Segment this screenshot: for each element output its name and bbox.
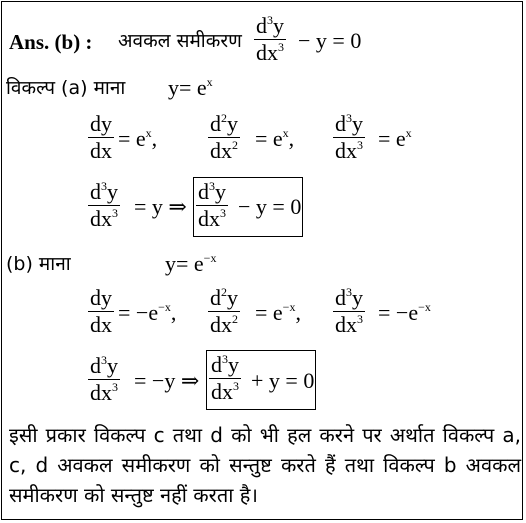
third-derivative-b: = $-e^{-x}$ [378,300,431,325]
boxed-rest-b: + y = 0 [251,368,315,393]
option-a-label: विकल्प (a) माना [6,77,126,99]
first-derivative-a: = $e^x$, [118,126,158,151]
option-a-assumption: $y= e^x$ [168,75,213,100]
conclusion-paragraph: इसी प्रकार विकल्प c तथा d को भी हल करने पर अर्थात विकल्प a, c, d अवकल समीकरण को सन्तुष्ट करते हैं तथा विकल्प b अवकल समीकरण को सन्तुष्ट नहीं करता है। [9,423,521,507]
second-derivative-b: = $e^{-x}$, [255,300,301,325]
fraction-d3y-dx3: $d^3y$ $dx^3$ [198,179,226,231]
fraction-d3y-dx3: $d^3y$ $dx^3$ [90,179,118,231]
implication-b: = −y ⇒ [134,368,200,393]
option-b-assumption: $y= e^{-x}$ [165,251,217,276]
answer-description: अवकल समीकरण [118,30,242,52]
boxed-rest-a: − y = 0 [238,194,302,219]
implication-a: = y ⇒ [134,194,187,219]
second-derivative-a: = $e^x$, [255,126,295,151]
fraction-d3y-dx3: $d^3y$ $dx^3$ [211,352,239,404]
equation-rest: − y = 0 [298,28,362,53]
fraction-dy-dx: dy dx [90,285,112,337]
third-derivative-a: = $e^x$ [378,126,412,151]
option-b-label: (b) माना [6,253,71,275]
fraction-d2y-dx2: $d^2y$ $dx^2$ [210,111,238,163]
answer-label: Ans. (b) : [9,30,93,54]
fraction-d3y-dx3: $d^3y$ $dx^3$ [90,353,118,405]
fraction-dy-dx: dy dx [90,111,112,163]
fraction-d3y-dx3: $d^3y$ $dx^3$ [335,285,363,337]
fraction-d2y-dx2: $d^2y$ $dx^2$ [210,285,238,337]
first-derivative-b: = $-e^{-x}$, [118,300,177,325]
fraction-d3y-dx3: $d^3y$ $dx^3$ [335,111,363,163]
fraction-d3y-dx3: $d^3y$ $dx^3$ [256,13,284,65]
